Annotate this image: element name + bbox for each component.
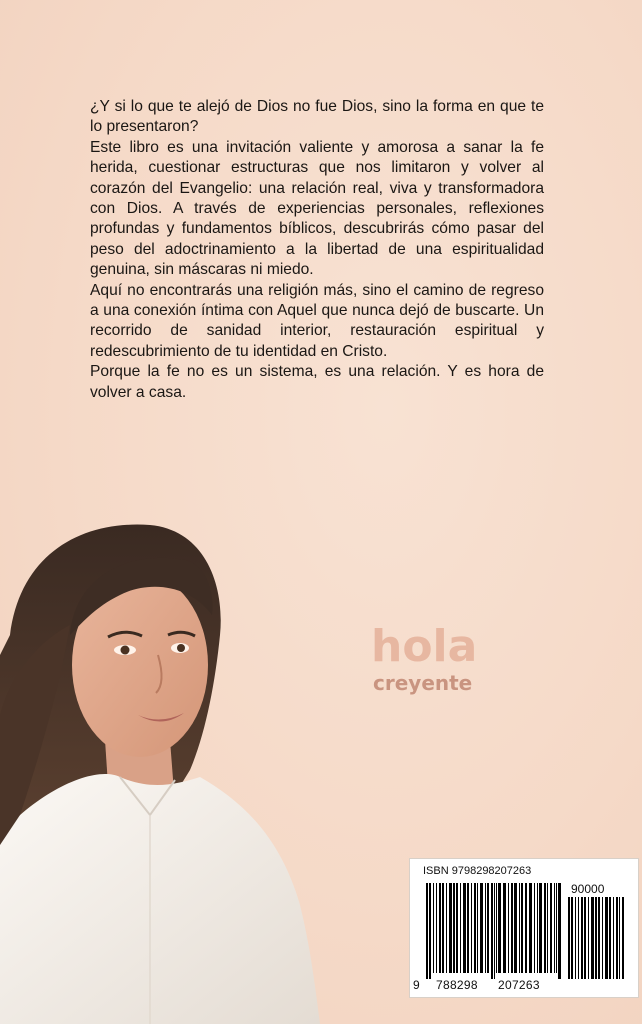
addon-barcode-bars [568, 897, 624, 979]
isbn-barcode [409, 858, 639, 998]
blurb-paragraph-2: Aquí no encontrarás una religión más, sino el camino de regreso a una conexión íntima con Aquel que nunca dejó de buscarte. Un recorrido de sanidad interior, restauración espiritual y redescubrimiento de tu identidad en Cristo. [90, 281, 544, 360]
blurb-question: ¿Y si lo que te alejó de Dios no fue Dios, sino la forma en que te lo presentaron? [90, 98, 544, 136]
barcode-bars [426, 883, 562, 979]
brand-subtitle: creyente [373, 671, 473, 695]
blurb-closing: Porque la fe no es un sistema, es una relación. Y es hora de volver a casa. [90, 363, 544, 401]
blurb-paragraph-1: Este libro es una invitación valiente y amorosa a sanar la fe herida, cuestionar estructuras que nos limitaron y volver al corazón del Evangelio: una relación real, viva y transformadora con Dios. A través de experiencias personales, reflexiones profundas y fundamentos bíblicos, descubrirás cómo pasar del peso del adoctrinamiento a la libertad de una espiritualidad genuina, sin máscaras ni miedo. [90, 138, 544, 279]
barcode-digits-right: 207263 [498, 978, 540, 992]
isbn-label: ISBN 9798298207263 [423, 865, 532, 877]
barcode-digit-first: 9 [413, 978, 420, 992]
barcode-digits-left: 788298 [436, 978, 478, 992]
back-cover-blurb [90, 97, 544, 403]
price-addon: 90000 [571, 882, 605, 896]
author-photo [0, 515, 320, 1024]
brand-title: hola [371, 621, 478, 672]
brand-logo [371, 622, 477, 694]
